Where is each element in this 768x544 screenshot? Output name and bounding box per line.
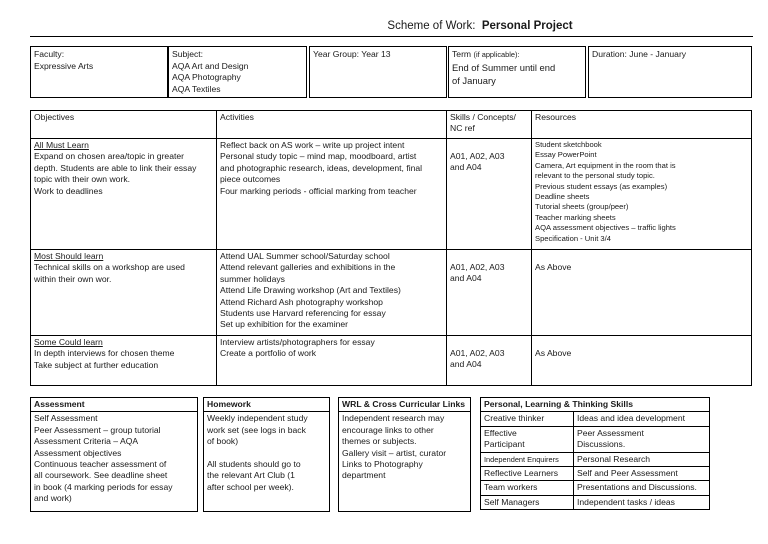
page-title: [0, 20, 768, 32]
plts-box: [480, 397, 710, 510]
text-line: Student sketchbook: [535, 140, 602, 149]
text-line: encourage links to other: [342, 424, 434, 435]
homework-box: [203, 397, 330, 512]
text-line: topic with their own work.: [34, 174, 130, 185]
text-line: In depth interviews for chosen theme: [34, 348, 175, 359]
text-line: Activities: [220, 112, 254, 122]
text-line: [207, 448, 326, 459]
homework-title: Homework: [204, 398, 330, 412]
title-name: Personal Project: [481, 20, 573, 32]
homework-body: [204, 412, 330, 512]
term-line: of January: [452, 74, 496, 86]
text-line: piece outcomes: [220, 174, 281, 185]
text-line: Discussions.: [577, 439, 626, 450]
header-skills: [447, 111, 532, 139]
objectives-cell: [31, 139, 217, 250]
text-line: Take subject at further education: [34, 359, 159, 370]
text-line: Students use Harvard referencing for essay: [220, 308, 386, 319]
text-line: department: [342, 470, 386, 481]
text-line: Set up exhibition for the examiner: [220, 319, 349, 330]
skills-cell: [447, 336, 532, 386]
text-line: Self Assessment: [34, 413, 98, 424]
year-group-box: [309, 46, 447, 98]
text-line: Independent tasks / ideas: [577, 496, 675, 507]
text-line: As Above: [535, 262, 572, 272]
text-line: Personal study topic – mind map, moodboard, artist: [220, 151, 417, 162]
plts-desc: [574, 467, 710, 481]
text-line: Tutorial sheets (group/peer): [535, 202, 629, 212]
assessment-box: [30, 397, 198, 512]
text-line: Team workers: [484, 482, 538, 493]
term-box: [448, 46, 586, 98]
table-row: [31, 139, 752, 250]
title-prefix: Scheme of Work:: [387, 20, 476, 32]
plts-row: [481, 495, 710, 509]
term-note: (if applicable):: [473, 50, 520, 59]
text-line: Attend Richard Ash photography workshop: [220, 296, 383, 307]
skills-cell: [447, 139, 532, 250]
subject-line: AQA Textiles: [172, 83, 221, 94]
plts-desc: [574, 495, 710, 509]
plts-skill: [481, 495, 574, 509]
text-line: A01, A02, A03: [450, 151, 505, 161]
text-line: Specification - Unit 3/4: [535, 233, 611, 243]
activities-cell: [217, 336, 447, 386]
text-line: Interview artists/photographers for essay: [220, 337, 375, 347]
text-line: Participant: [484, 439, 525, 450]
subject-line: AQA Art and Design: [172, 60, 249, 71]
text-line: Attend relevant galleries and exhibitions in the: [220, 262, 396, 273]
subject-box: [168, 46, 307, 98]
text-line: Essay PowerPoint: [535, 150, 597, 160]
table-row: [31, 412, 198, 512]
text-line: Presentations and Discussions.: [577, 482, 697, 493]
text-line: Self Managers: [484, 496, 540, 507]
text-line: and work): [34, 493, 72, 504]
text-line: Teacher marking sheets: [535, 212, 616, 222]
text-line: relevant to the personal study topic.: [535, 171, 655, 181]
table-row: [204, 412, 330, 512]
main-table: [30, 110, 752, 386]
text-line: Attend UAL Summer school/Saturday school: [220, 251, 390, 261]
text-line: Self and Peer Assessment: [577, 468, 678, 479]
text-line: Links to Photography: [342, 459, 423, 470]
term-label: Term: [452, 49, 472, 59]
row-heading: Some Could learn: [34, 337, 103, 347]
plts-skill: [481, 467, 574, 481]
duration-box: [588, 46, 752, 98]
row-heading: All Must Learn: [34, 140, 89, 150]
subject-label: Subject:: [172, 49, 204, 59]
text-line: depth. Students are able to link their essay: [34, 162, 197, 173]
assessment-body: [31, 412, 198, 512]
faculty-label: Faculty:: [34, 49, 65, 59]
plts-row: [481, 452, 710, 466]
text-line: Personal Research: [577, 453, 651, 464]
text-line: themes or subjects.: [342, 436, 417, 447]
text-line: Effective: [484, 427, 517, 438]
faculty-box: [30, 46, 168, 98]
text-line: Continuous teacher assessment of: [34, 459, 167, 470]
objectives-cell: [31, 336, 217, 386]
text-line: Peer Assessment: [577, 427, 644, 438]
text-line: Gallery visit – artist, curator: [342, 447, 447, 458]
text-line: and A04: [450, 162, 482, 173]
subject-line: AQA Photography: [172, 72, 241, 82]
resources-cell: [532, 250, 752, 336]
text-line: of book): [207, 436, 239, 447]
skills-cell: [447, 250, 532, 336]
text-line: Reflect back on AS work – write up project intent: [220, 140, 405, 150]
year-group: Year Group: Year 13: [313, 49, 391, 59]
text-line: Deadline sheets: [535, 192, 590, 202]
header-activities: [217, 111, 447, 139]
text-line: Independent Enquirers: [484, 454, 559, 464]
resources-cell: [532, 336, 752, 386]
text-line: NC ref: [450, 123, 475, 134]
text-line: Attend Life Drawing workshop (Art and Textiles): [220, 285, 401, 296]
title-rule: [30, 36, 753, 37]
plts-skill: [481, 412, 574, 426]
text-line: after school per week).: [207, 481, 294, 492]
plts-row: [481, 481, 710, 495]
text-line: within their own wor.: [34, 273, 112, 284]
text-line: Four marking periods - official marking from teacher: [220, 185, 417, 196]
table-row: [31, 398, 198, 412]
objectives-cell: [31, 250, 217, 336]
text-line: and A04: [450, 273, 482, 284]
text-line: Assessment Criteria – AQA: [34, 436, 139, 447]
text-line: and A04: [450, 359, 482, 370]
activities-cell: [217, 250, 447, 336]
term-line: End of Summer until end: [452, 61, 556, 73]
wrl-title: WRL & Cross Curricular Links: [339, 398, 471, 412]
text-line: Objectives: [34, 112, 75, 122]
resources-cell: [532, 139, 752, 250]
plts-row: [481, 467, 710, 481]
plts-desc: [574, 481, 710, 495]
plts-skill: [481, 481, 574, 495]
plts-title: Personal, Learning & Thinking Skills: [481, 398, 710, 412]
wrl-body: [339, 412, 471, 512]
text-line: Previous student essays (as examples): [535, 181, 668, 191]
table-row: [339, 398, 471, 412]
text-line: A01, A02, A03: [450, 348, 505, 358]
text-line: in book (4 marking periods for essay: [34, 481, 173, 492]
text-line: Work to deadlines: [34, 185, 103, 196]
text-line: Technical skills on a workshop are used: [34, 262, 185, 273]
text-line: Reflective Learners: [484, 468, 559, 479]
table-row: [481, 398, 710, 412]
plts-row: [481, 412, 710, 426]
text-line: Ideas and idea development: [577, 413, 685, 424]
faculty-value: Expressive Arts: [34, 60, 94, 71]
table-row: [204, 398, 330, 412]
text-line: and photographic research, ideas, development, final: [220, 162, 423, 173]
header-objectives: [31, 111, 217, 139]
table-header-row: [31, 111, 752, 139]
text-line: Create a portfolio of work: [220, 348, 317, 359]
activities-cell: [217, 139, 447, 250]
text-line: Peer Assessment – group tutorial: [34, 424, 161, 435]
wrl-box: [338, 397, 471, 512]
plts-desc: [574, 426, 710, 452]
text-line: AQA assessment objectives – traffic lights: [535, 223, 676, 233]
text-line: the relevant Art Club (1: [207, 470, 295, 481]
plts-skill: [481, 452, 574, 466]
text-line: Skills / Concepts/: [450, 112, 516, 122]
text-line: Weekly independent study: [207, 413, 308, 424]
table-row: [339, 412, 471, 512]
text-line: Creative thinker: [484, 413, 545, 424]
text-line: A01, A02, A03: [450, 262, 505, 272]
text-line: work set (see logs in back: [207, 424, 306, 435]
plts-desc: [574, 412, 710, 426]
text-line: All students should go to: [207, 459, 301, 470]
header-resources: [532, 111, 752, 139]
text-line: Resources: [535, 112, 577, 122]
plts-skill: [481, 426, 574, 452]
text-line: As Above: [535, 348, 572, 358]
table-row: [31, 336, 752, 386]
text-line: all coursework. See deadline sheet: [34, 470, 168, 481]
assessment-title: Assessment: [31, 398, 198, 412]
text-line: Expand on chosen area/topic in greater: [34, 151, 185, 162]
row-heading: Most Should learn: [34, 251, 104, 261]
text-line: summer holidays: [220, 273, 285, 284]
text-line: Independent research may: [342, 413, 445, 424]
text-line: Camera, Art equipment in the room that is: [535, 160, 676, 170]
text-line: Assessment objectives: [34, 447, 122, 458]
plts-row: [481, 426, 710, 452]
duration: Duration: June - January: [592, 49, 687, 59]
plts-desc: [574, 452, 710, 466]
table-row: [31, 250, 752, 336]
